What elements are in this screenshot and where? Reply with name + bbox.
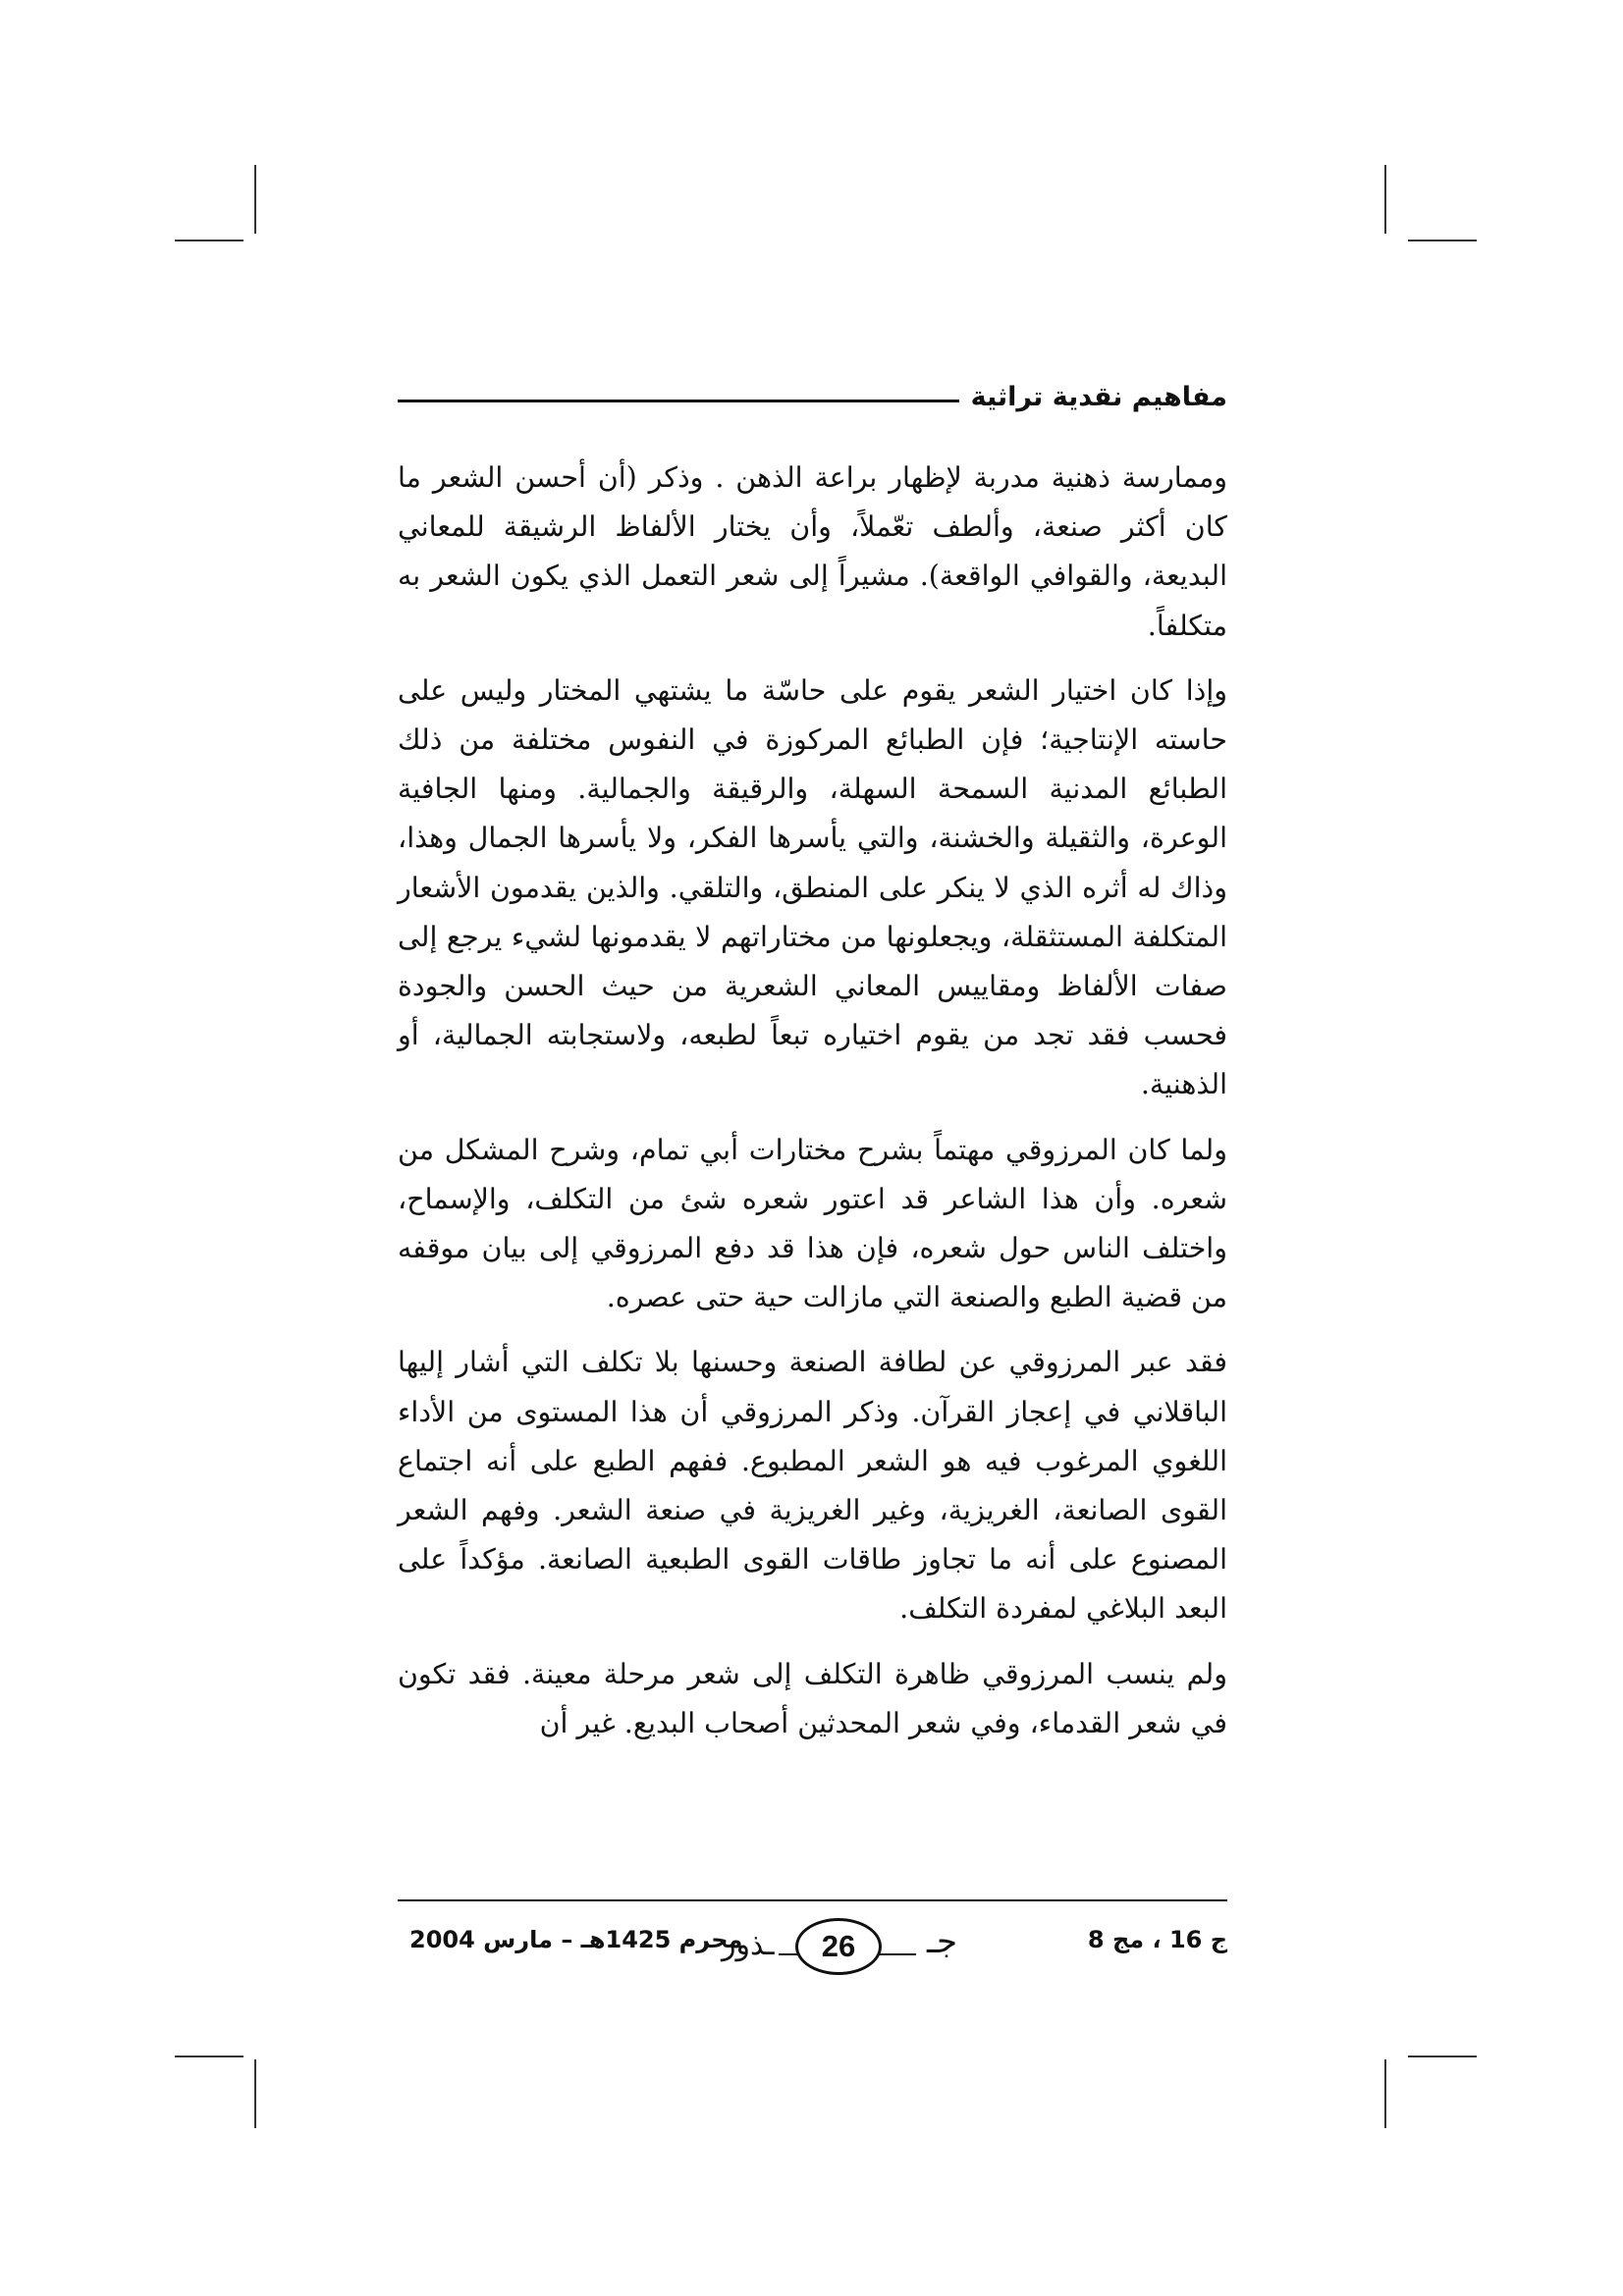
crop-mark <box>254 165 256 234</box>
issue-label: ج 16 ، مج 8 <box>1087 1926 1227 1953</box>
crop-mark <box>175 240 243 241</box>
paragraph: ولما كان المرزوقي مهتماً بشرح مختارات أبي تمام، وشرح المشكل من شعره. وأن هذا الشاعر قد اعتور شعره شئ من التكلف، والإسماح، واختلف الناس حول شعره، فإن هذا قد دفع المرزوقي إلى بيان موقفه من قضية الطبع والصنعة التي مازالت حية حتى عصره. <box>398 1133 1227 1314</box>
paragraph: وممارسة ذهنية مدربة لإظهار براعة الذهن . وذكر (أن أحسن الشعر ما كان أكثر صنعة، وألطف تعّملاً، وأن يختار الألفاظ الرشيقة للمعاني البديعة، والقوافي الواقعة). مشيراً إلى شعر التعمل الذي يكون الشعر به متكلفاً. <box>398 461 1227 642</box>
article-body <box>398 454 1227 1764</box>
footer-rule <box>398 1899 1227 1901</box>
logo-line <box>879 1953 916 1955</box>
running-header <box>398 371 1227 422</box>
paragraph: ولم ينسب المرزوقي ظاهرة التكلف إلى شعر مرحلة معينة. فقد تكون في شعر القدماء، وفي شعر المحدثين أصحاب البديع. غير أن <box>398 1657 1227 1739</box>
journal-name-right: جـ <box>927 1922 957 1961</box>
page-footer <box>398 1914 1227 1983</box>
crop-mark <box>1408 2056 1477 2057</box>
page-number: 26 <box>795 1918 882 1975</box>
header-rule <box>398 400 959 402</box>
journal-logo <box>722 1914 957 1977</box>
crop-mark <box>1384 165 1386 234</box>
paragraph: فقد عبر المرزوقي عن لطافة الصنعة وحسنها بلا تكلف التي أشار إليها الباقلاني في إعجاز القرآن. وذكر المرزوقي أن هذا المستوى من الأداء اللغوي المرغوب فيه هو الشعر المطبوع. ففهم الطبع على أنه اجتماع القوى الصانعة، الغريزية، وغير الغريزية في صنعة الشعر. وفهم الشعر المصنوع على أنه ما تجاوز طاقات القوى الطبعية الصانعة. مؤكداً على البعد البلاغي لمفردة التكلف. <box>398 1346 1227 1626</box>
crop-mark <box>254 2059 256 2128</box>
journal-name-left: ـذور <box>722 1928 775 1962</box>
crop-mark <box>1384 2059 1386 2128</box>
crop-mark <box>1408 240 1477 241</box>
date-label: محرم 1425هـ – مارس 2004 <box>409 1926 743 1953</box>
crop-mark <box>175 2056 243 2057</box>
paragraph: وإذا كان اختيار الشعر يقوم على حاسّة ما يشتهي المختار وليس على حاسته الإنتاجية؛ فإن الطبائع المركوزة في النفوس مختلفة من ذلك الطبائع المدنية السمحة السهلة، والرقيقة والجمالية. ومنها الجافية الوعرة، والثقيلة والخشنة، والتي يأسرها الفكر، ولا يأسرها الجمال وهذا، وذاك له أثره الذي لا ينكر على المنطق، والتلقي. والذين يقدمون الأشعار المتكلفة المستثقلة، ويجعلونها من مختاراتهم لا يقدمونها لشيء يرجع إلى صفات الألفاظ ومقاييس المعاني الشعرية من حيث الحسن والجودة فحسب فقد تجد من يقوم اختياره تبعاً لطبعه، ولاستجابته الجمالية، أو الذهنية. <box>398 673 1227 1101</box>
header-title: مفاهيم نقدية تراثية <box>970 381 1227 412</box>
logo-line <box>779 1953 798 1955</box>
